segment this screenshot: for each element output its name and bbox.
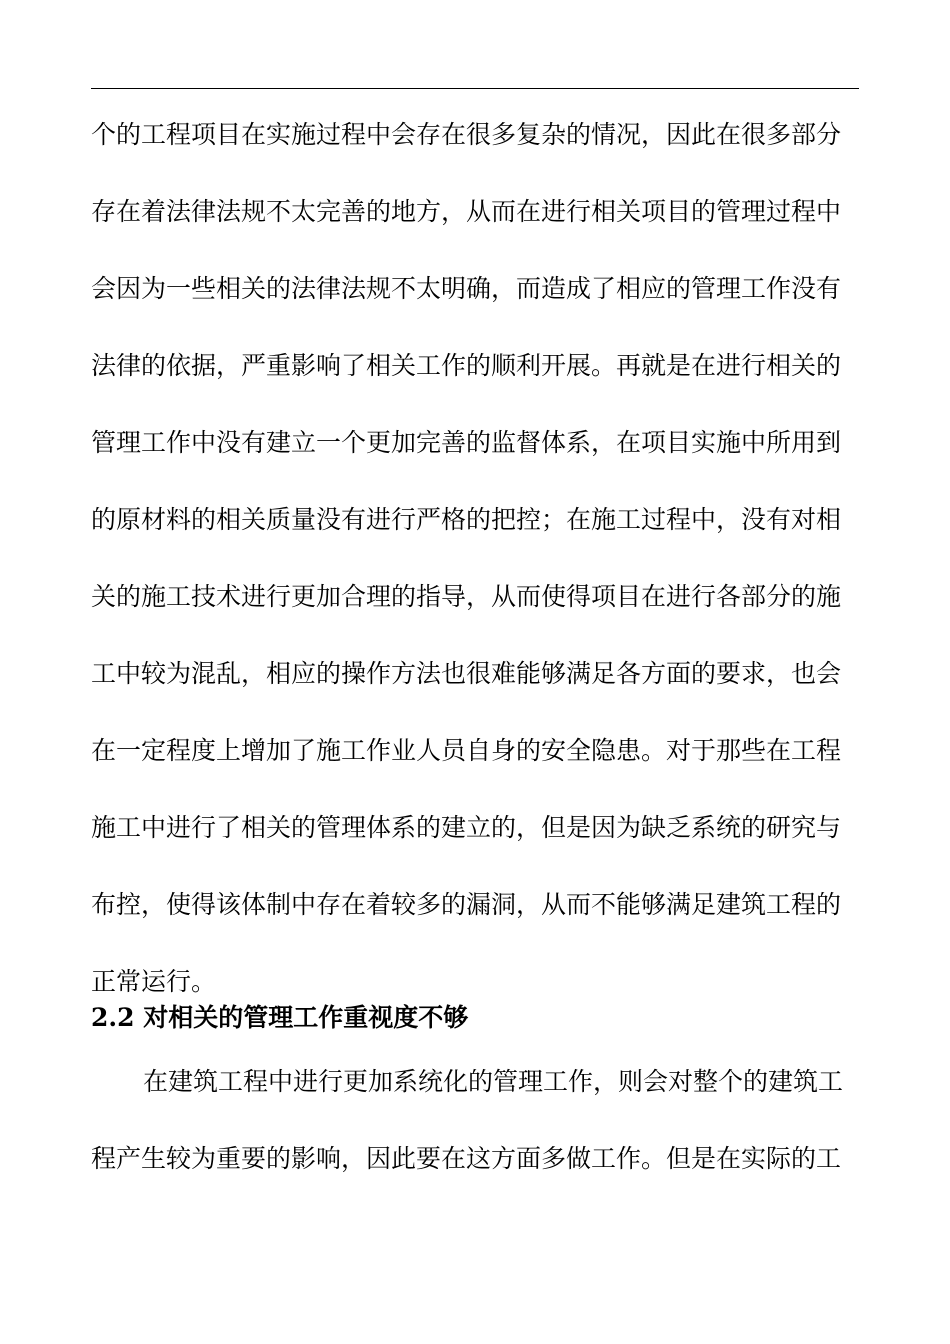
text-line: 关的施工技术进行更加合理的指导，从而使得项目在进行各部分的施 — [91, 582, 842, 611]
text-line: 管理工作中没有建立一个更加完善的监督体系，在项目实施中所用到 — [91, 428, 842, 457]
text-line: 的原材料的相关质量没有进行严格的把控；在施工过程中，没有对相 — [91, 505, 842, 534]
text-line: 正常运行。 — [91, 967, 217, 996]
text-line: 布控，使得该体制中存在着较多的漏洞，从而不能够满足建筑工程的 — [91, 890, 842, 919]
text-line: 法律的依据，严重影响了相关工作的顺利开展。再就是在进行相关的 — [91, 351, 842, 380]
header-rule — [91, 88, 859, 89]
text-line: 会因为一些相关的法律法规不太明确，而造成了相应的管理工作没有 — [91, 274, 842, 303]
text-line: 程产生较为重要的影响，因此要在这方面多做工作。但是在实际的工 — [91, 1144, 842, 1173]
text-line: 个的工程项目在实施过程中会存在很多复杂的情况，因此在很多部分 — [91, 120, 842, 149]
body-paragraph-2 — [91, 1060, 881, 1181]
text-line: 在建筑工程中进行更加系统化的管理工作，则会对整个的建筑工 — [143, 1067, 844, 1096]
body-paragraph-1 — [91, 113, 881, 1004]
section-heading: 2.2 对相关的管理工作重视度不够 — [91, 1003, 469, 1032]
text-line: 施工中进行了相关的管理体系的建立的，但是因为缺乏系统的研究与 — [91, 813, 842, 842]
text-line: 工中较为混乱，相应的操作方法也很难能够满足各方面的要求，也会 — [91, 659, 842, 688]
text-line: 存在着法律法规不太完善的地方，从而在进行相关项目的管理过程中 — [91, 197, 842, 226]
text-line: 在一定程度上增加了施工作业人员自身的安全隐患。对于那些在工程 — [91, 736, 842, 765]
